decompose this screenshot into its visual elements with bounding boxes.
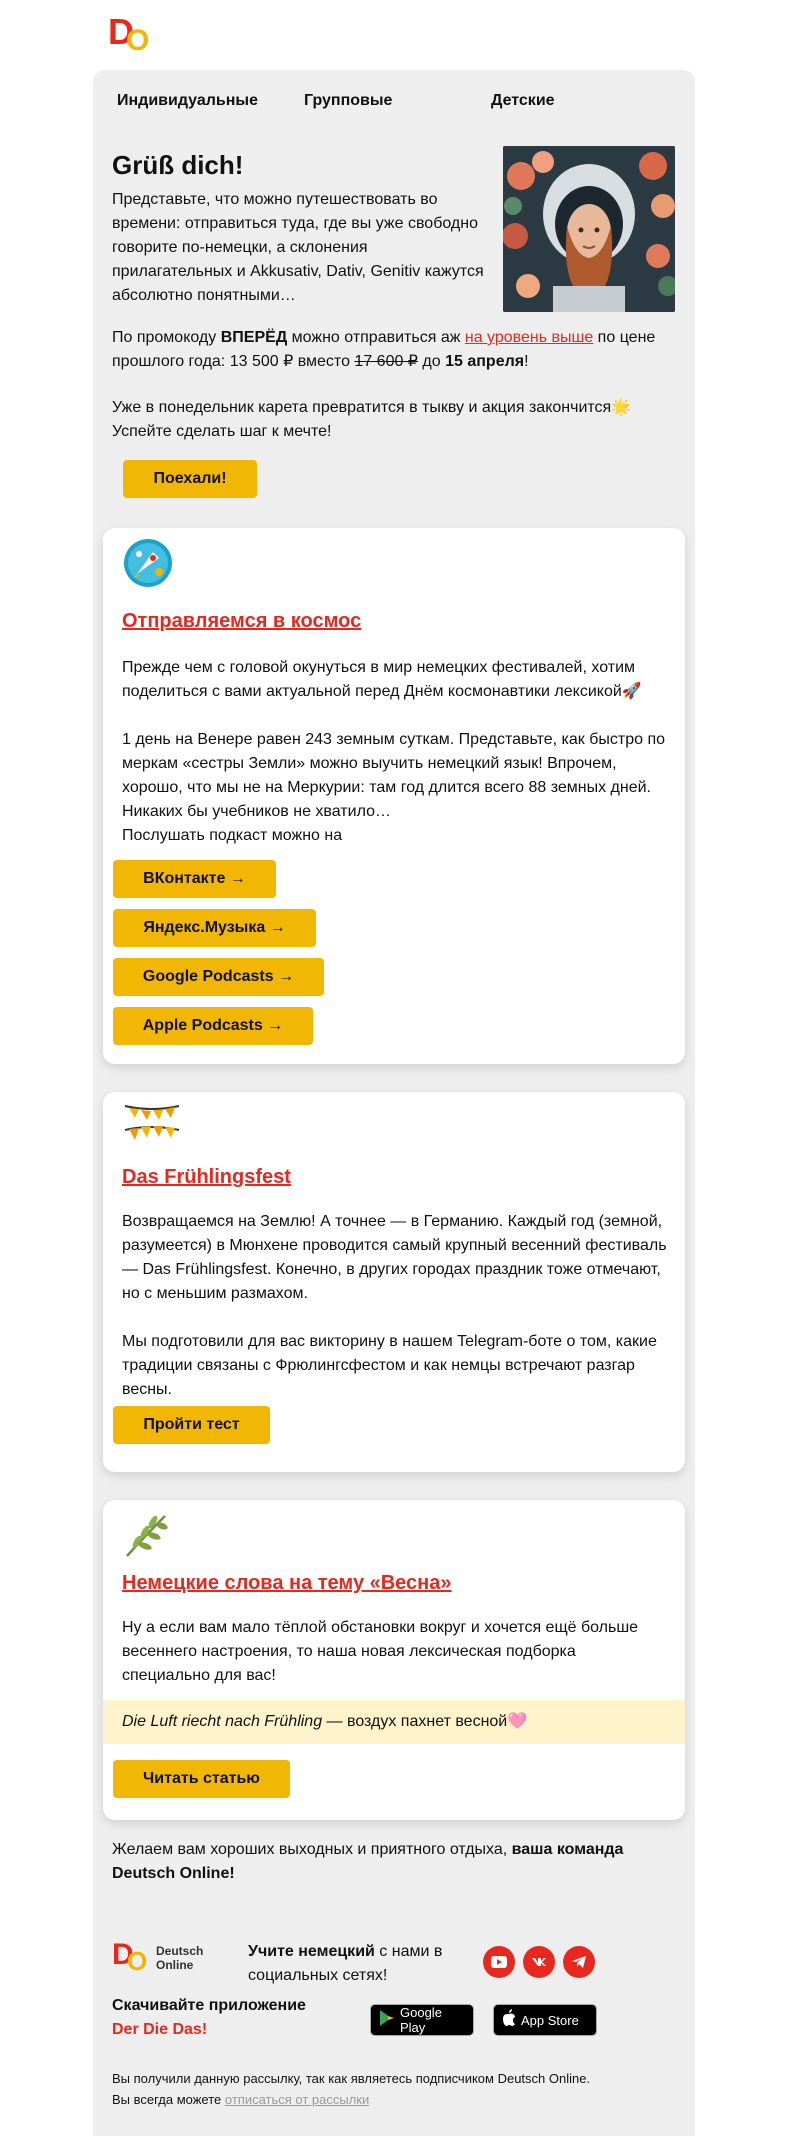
footer-logo-o: O: [127, 1946, 148, 1976]
logo-letter-o: O: [126, 24, 150, 57]
nav-individual[interactable]: Индивидуальные: [117, 92, 258, 109]
app-store-badge[interactable]: [493, 2004, 597, 2036]
app-name[interactable]: Der Die Das!: [112, 2021, 208, 2038]
promo-t4: до: [417, 353, 446, 370]
space-text-1: Прежде чем с головой окунуться в мир немецких фестивалей, хотим поделиться с вами актуальной перед Днём космонавтики лексикой🚀: [122, 659, 642, 700]
yandex-music-button[interactable]: Яндекс.Музыка →: [113, 909, 316, 947]
promo-t2: можно отправиться аж: [287, 329, 465, 346]
hero-text: Представьте, что можно путешествовать во времени: отправиться туда, где вы уже свободно говорите по-немецки, а склонения прилагательных и Akkusativ, Dativ, Genitiv кажутся абсолютно понятными…: [112, 191, 484, 304]
social-text-rest: с нами в социальных сетях!: [248, 1943, 443, 1984]
social-text: [248, 1940, 458, 1988]
footer-logo-d: D: [112, 1938, 134, 1971]
vk-button[interactable]: ВКонтакте →: [113, 860, 276, 898]
closing-team: ваша команда Deutsch Online!: [112, 1841, 624, 1882]
footer-logo[interactable]: [112, 1940, 212, 1980]
astronaut-image: [503, 146, 675, 312]
google-podcasts-button[interactable]: Google Podcasts →: [113, 958, 324, 996]
fruehlingsfest-text-1: Возвращаемся на Землю! А точнее — в Германию. Каждый год (земной, разумеется) в Мюнхене проводится самый крупный весенний фестиваль — Das Frühlingsfest. Конечно, в других городах праздник тоже отмечают, но с меньшим размахом.: [122, 1213, 667, 1302]
email-body: [93, 70, 695, 2136]
quote-german: Die Luft riecht nach Frühling: [122, 1713, 323, 1730]
old-price: 17 600 ₽: [354, 353, 418, 370]
google-play-label: Google Play: [400, 2005, 442, 2035]
promo-date: 15 апреля: [445, 353, 525, 370]
spring-words-title-link[interactable]: Немецкие слова на тему «Весна»: [122, 1572, 452, 1594]
google-play-badge[interactable]: [370, 2004, 474, 2036]
branch-icon: [123, 1512, 169, 1558]
footer-brand-2: Online: [156, 1958, 194, 1972]
social-text-bold: Учите немецкий: [248, 1943, 375, 1960]
closing-wish: Желаем вам хороших выходных и приятного отдыха,: [112, 1841, 512, 1858]
fruehlingsfest-title-link[interactable]: Das Frühlingsfest: [122, 1166, 291, 1188]
rocket-icon: [123, 538, 173, 588]
space-card: [103, 528, 685, 1064]
subscription-notice: [112, 2068, 682, 2110]
read-article-button[interactable]: Читать статью: [113, 1760, 290, 1798]
spring-words-card: [103, 1500, 685, 1820]
promo-ending-text: Уже в понедельник карета превратится в тыкву и акция закончится🌟 Успейте сделать шаг к мечте!: [112, 399, 632, 440]
space-title-link[interactable]: Отправляемся в космос: [122, 610, 362, 632]
quote-translation: — воздух пахнет весной🩷: [322, 1713, 528, 1730]
space-text-2: 1 день на Венере равен 243 земным суткам. Представьте, как быстро по меркам «сестры Земли» можно выучить немецкий язык! Впрочем, хорошо, что мы не на Меркурии: там год длится всего 88 земных дней. Никаких бы учебников не хватило…: [122, 731, 666, 820]
promo-text: [112, 326, 682, 374]
promo-t5: !: [524, 353, 529, 370]
promo-code: ВПЕРЁД: [220, 329, 288, 346]
apple-podcasts-button[interactable]: Apple Podcasts →: [113, 1007, 313, 1045]
promo-t3: по цене прошлого года: 13 500 ₽ вместо: [112, 329, 656, 370]
quote-box: [103, 1700, 685, 1744]
youtube-icon[interactable]: [483, 1946, 515, 1978]
level-up-link[interactable]: на уровень выше: [464, 329, 594, 346]
logo[interactable]: [108, 11, 152, 58]
telegram-icon[interactable]: [563, 1946, 595, 1978]
spring-words-text: Ну а если вам мало тёплой обстановки вокруг и хочется ещё больше весеннего настроения, то наша новая лексическая подборка специально для вас!: [122, 1619, 639, 1684]
footer-brand-1: Deutsch: [156, 1944, 204, 1958]
garland-icon: [123, 1102, 181, 1148]
top-nav: [93, 92, 695, 122]
google-play-icon: [379, 2009, 395, 2032]
hero-title: Grüß dich!: [112, 150, 244, 180]
vk-icon[interactable]: [523, 1946, 555, 1978]
app-store-label: App Store: [521, 2012, 579, 2028]
fruehlingsfest-card: [103, 1092, 685, 1472]
space-text-3: Послушать подкаст можно на: [122, 827, 343, 844]
apple-icon: [502, 2009, 516, 2031]
unsubscribe-link[interactable]: отписаться от рассылки: [224, 2092, 370, 2107]
app-block: [112, 1994, 332, 2042]
nav-group[interactable]: Групповые: [304, 92, 393, 109]
nav-kids[interactable]: Детские: [491, 92, 555, 109]
notice-line-1: Вы получили данную рассылку, так как являетесь подписчиком Deutsch Online.: [112, 2071, 591, 2086]
logo-letter-d: D: [108, 11, 134, 52]
take-quiz-button[interactable]: Пройти тест: [113, 1406, 270, 1444]
fruehlingsfest-text-2: Мы подготовили для вас викторину в нашем Telegram-боте о том, какие традиции связаны с Фрюлингсфестом и как немцы встречают разгар весны.: [122, 1333, 657, 1398]
lets-go-button[interactable]: Поехали!: [123, 460, 257, 498]
promo-t1: По промокоду: [112, 329, 221, 346]
notice-line-2: Вы всегда можете: [112, 2092, 225, 2107]
app-title: Скачивайте приложение: [112, 1997, 306, 2014]
closing-text: [112, 1838, 652, 1886]
